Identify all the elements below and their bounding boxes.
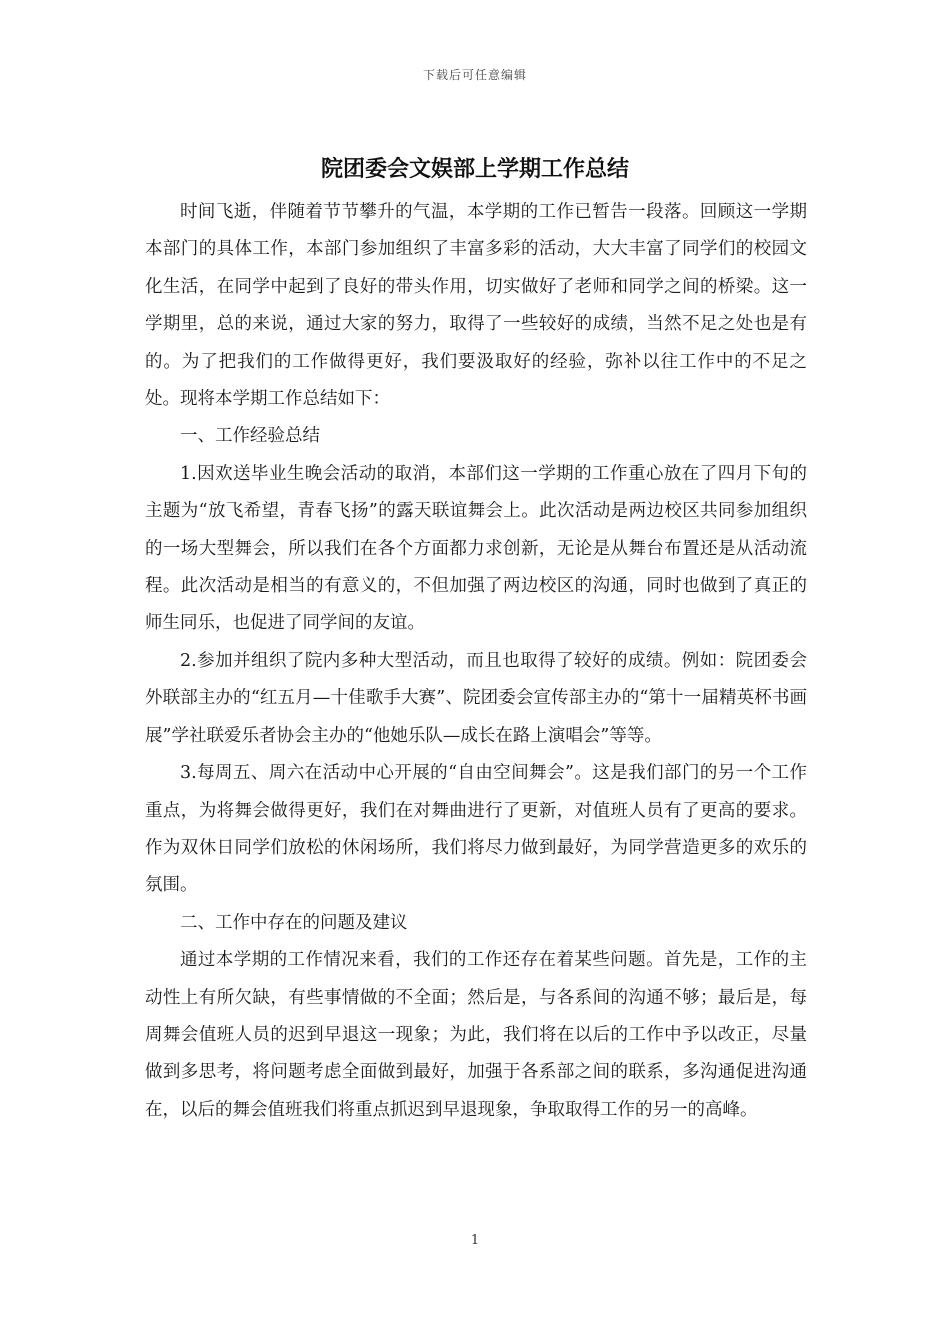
document-body bbox=[145, 194, 807, 1129]
problems-paragraph: 通过本学期的工作情况来看，我们的工作还存在着某些问题。首先是，工作的主动性上有所欠缺，有些事情做的不全面；然后是，与各系间的沟通不够；最后是，每周舞会值班人员的迟到早退这一现象；为此，我们将在以后的工作中予以改正，尽量做到多思考，将问题考虑全面做到最好，加强于各系部之间的联系，多沟通促进沟通在，以后的舞会值班我们将重点抓迟到早退现象，争取取得工作的另一的高峰。 bbox=[145, 950, 807, 1120]
document-title: 院团委会文娱部上学期工作总结 bbox=[320, 156, 629, 182]
intro-paragraph: 时间飞逝，伴随着节节攀升的气温，本学期的工作已暂告一段落。回顾这一学期本部门的具体工作，本部门参加组织了丰富多彩的活动，大大丰富了同学们的校园文化生活，在同学中起到了良好的带头作用，切实做好了老师和同学之间的桥梁。这一学期里，总的来说，通过大家的努力，取得了一些较好的成绩，当然不足之处也是有的。为了把我们的工作做得更好，我们要汲取好的经验，弥补以往工作中的不足之处。现将本学期工作总结如下： bbox=[145, 202, 807, 410]
section-heading-experience: 一、工作经验总结 bbox=[180, 426, 320, 447]
header-note: 下载后可任意编辑 bbox=[422, 68, 527, 82]
experience-item-2: 2.参加并组织了院内多种大型活动，而且也取得了较好的成绩。例如：院团委会外联部主办的“红五月—十佳歌手大赛”、院团委会宣传部主办的“第十一届精英杯书画展”学社联爱乐者协会主办的“他她乐队—成长在路上演唱会”等等。 bbox=[145, 650, 807, 746]
experience-item-3: 3.每周五、周六在活动中心开展的“自由空间舞会”。这是我们部门的另一个工作重点，为将舞会做得更好，我们在对舞曲进行了更新，对值班人员有了更高的要求。作为双休日同学们放松的休闲场所，我们将尽力做到最好，为同学营造更多的欢乐的氛围。 bbox=[145, 763, 807, 896]
experience-item-1: 1.因欢送毕业生晚会活动的取消，本部们这一学期的工作重心放在了四月下旬的主题为“放飞希望，青春飞扬”的露天联谊舞会上。此次活动是两边校区共同参加组织的一场大型舞会，所以我们在各个方面都力求创新，无论是从舞台布置还是从活动流程。此次活动是相当的有意义的，不但加强了两边校区的沟通，同时也做到了真正的师生同乐，也促进了同学间的友谊。 bbox=[145, 463, 807, 634]
section-heading-problems: 二、工作中存在的问题及建议 bbox=[180, 912, 408, 933]
page-number: 1 bbox=[470, 1233, 480, 1248]
